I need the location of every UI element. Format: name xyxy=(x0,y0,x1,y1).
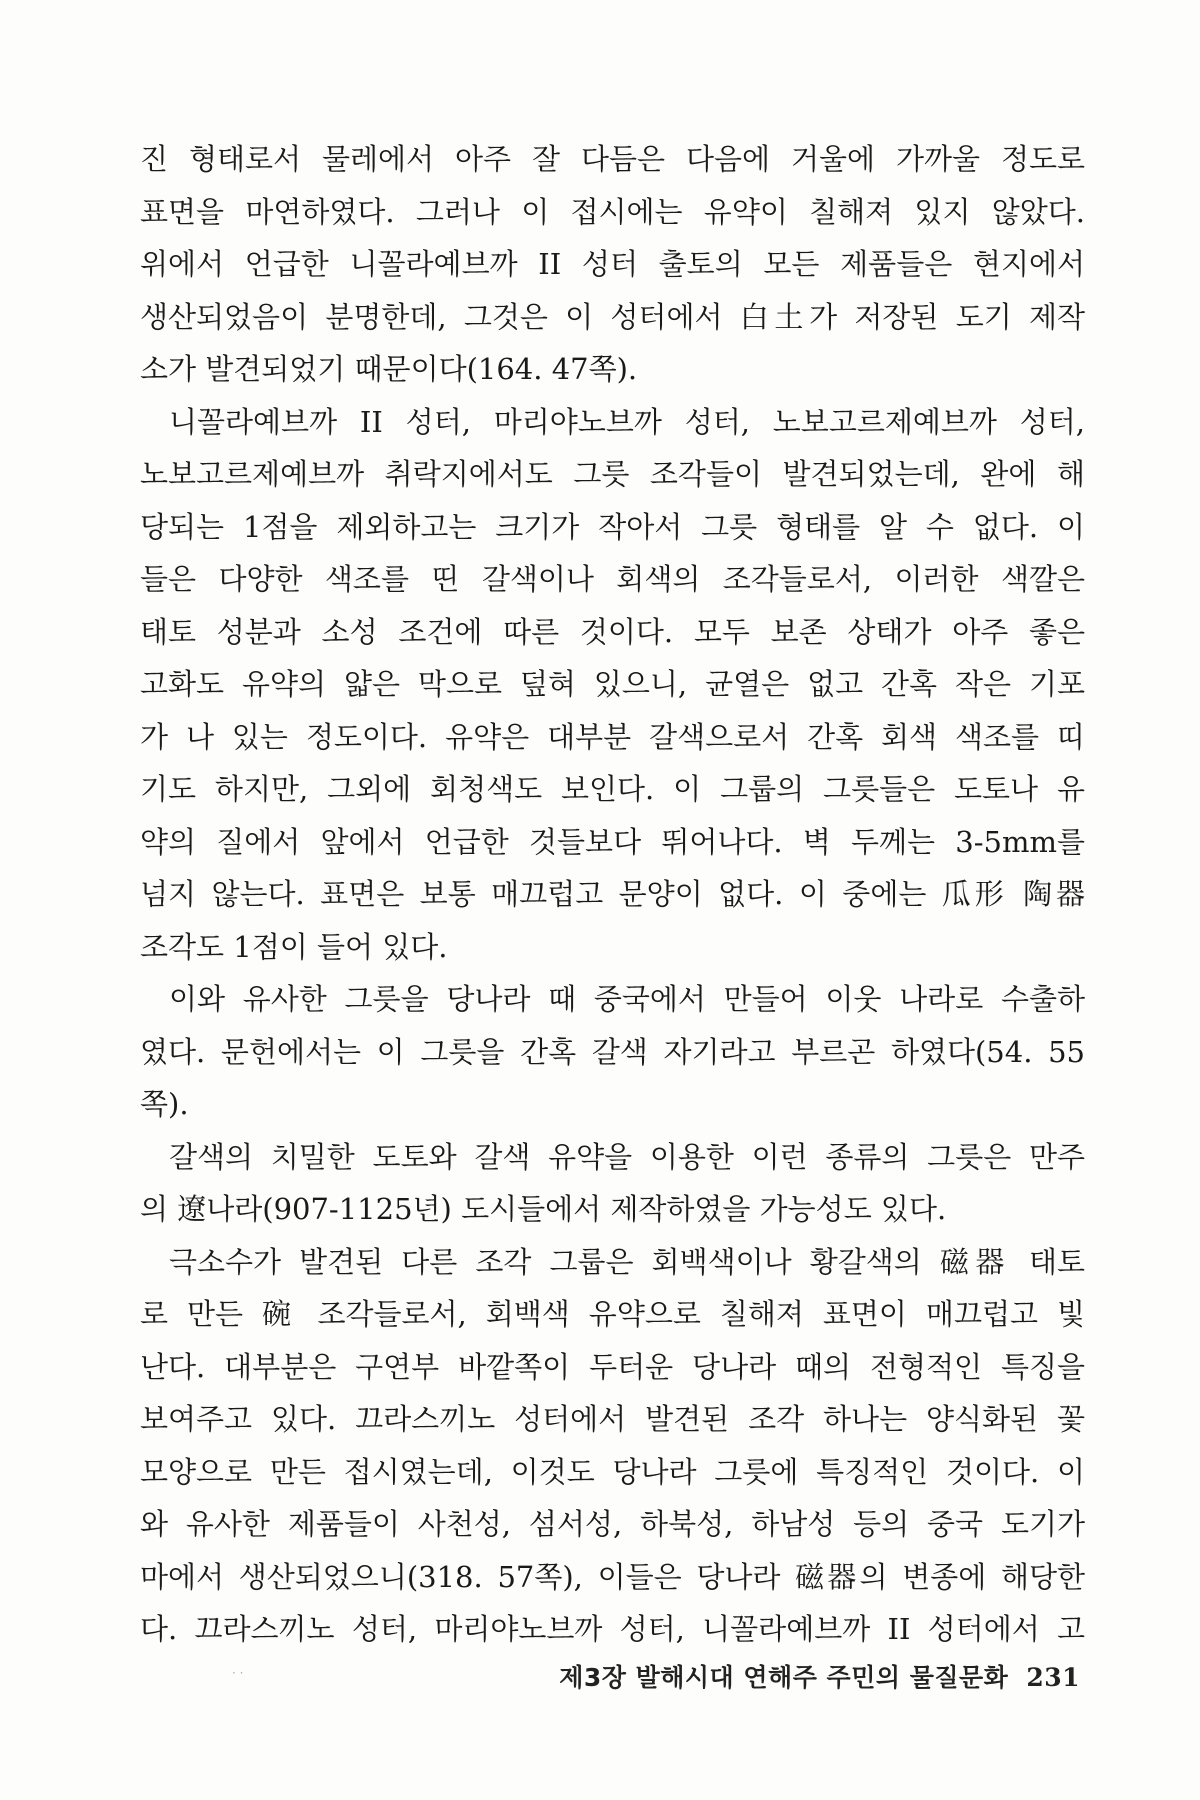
paragraph-4 xyxy=(140,1131,1085,1236)
text-line: 극소수가 발견된 다른 조각 그룹은 회백색이나 황갈색의 磁器 태토 xyxy=(169,1244,1085,1279)
page-number: 231 xyxy=(1026,1663,1080,1692)
text-line: 생산되었음이 분명한데, 그것은 이 성터에서 白土가 저장된 도기 제작 xyxy=(140,299,1085,334)
paragraph-3 xyxy=(140,973,1085,1131)
text-line: 로 만든 碗 조각들로서, 회백색 유약으로 칠해져 표면이 매끄럽고 빛 xyxy=(140,1297,1085,1331)
text-line: 모양으로 만든 접시였는데, 이것도 당나라 그릇에 특징적인 것이다. 이 xyxy=(140,1454,1085,1489)
paragraph-1 xyxy=(140,133,1085,396)
text-line: 당되는 1점을 제외하고는 크기가 작아서 그릇 형태를 알 수 없다. 이 xyxy=(140,509,1085,544)
text-line: 조각도 1점이 들어 있다. xyxy=(140,929,448,964)
paragraph-5 xyxy=(140,1236,1085,1656)
text-line: 의 遼나라(907-1125년) 도시들에서 제작하였을 가능성도 있다. xyxy=(140,1192,947,1226)
running-footer xyxy=(559,1658,1080,1694)
body-text xyxy=(140,133,1085,1656)
text-line: 진 형태로서 물레에서 아주 잘 다듬은 다음에 거울에 가까울 정도로 xyxy=(140,142,1085,176)
text-line: 난다. 대부분은 구연부 바깥쪽이 두터운 당나라 때의 전형적인 특징을 xyxy=(140,1349,1085,1384)
text-line: 니꼴라예브까 II 성터, 마리야노브까 성터, 노보고르제예브까 성터, xyxy=(169,404,1085,439)
text-line: 쪽). xyxy=(140,1087,189,1121)
text-line: 약의 질에서 앞에서 언급한 것들보다 뛰어나다. 벽 두께는 3-5mm를 xyxy=(140,824,1085,859)
text-line: 고화도 유약의 얇은 막으로 덮혀 있으니, 균열은 없고 간혹 작은 기포 xyxy=(140,667,1085,701)
text-line: 태토 성분과 소성 조건에 따른 것이다. 모두 보존 상태가 아주 좋은 xyxy=(140,614,1085,649)
text-line: 갈색의 치밀한 도토와 갈색 유약을 이용한 이런 종류의 그릇은 만주 xyxy=(169,1139,1085,1174)
text-line: 가 나 있는 정도이다. 유약은 대부분 갈색으로서 간혹 회색 색조를 띠 xyxy=(140,719,1085,754)
text-line: 위에서 언급한 니꼴라예브까 II 성터 출토의 모든 제품들은 현지에서 xyxy=(140,247,1085,281)
text-line: 넘지 않는다. 표면은 보통 매끄럽고 문양이 없다. 이 중에는 瓜形 陶器 xyxy=(140,877,1085,911)
text-line: 들은 다양한 색조를 띤 갈색이나 회색의 조각들로서, 이러한 색깔은 xyxy=(140,562,1085,596)
text-line: 와 유사한 제품들이 사천성, 섬서성, 하북성, 하남성 등의 중국 도기가 xyxy=(140,1507,1085,1541)
paragraph-2 xyxy=(140,396,1085,974)
text-line: 표면을 마연하였다. 그러나 이 접시에는 유약이 칠해져 있지 않았다. xyxy=(140,194,1085,229)
text-line: 이와 유사한 그릇을 당나라 때 중국에서 만들어 이웃 나라로 수출하 xyxy=(169,982,1085,1016)
text-line: 노보고르제예브까 취락지에서도 그릇 조각들이 발견되었는데, 완에 해 xyxy=(140,457,1085,491)
text-line: 마에서 생산되었으니(318. 57쪽), 이들은 당나라 磁器의 변종에 해당한 xyxy=(140,1559,1085,1594)
scan-speck: · · xyxy=(232,1666,244,1680)
text-line: 소가 발견되었기 때문이다(164. 47쪽). xyxy=(140,352,638,386)
text-line: 다. 끄라스끼노 성터, 마리야노브까 성터, 니꼴라예브까 II 성터에서 고 xyxy=(140,1612,1085,1646)
text-line: 기도 하지만, 그외에 회청색도 보인다. 이 그룹의 그릇들은 도토나 유 xyxy=(140,772,1085,806)
chapter-title: 제3장 발해시대 연해주 주민의 물질문화 xyxy=(559,1663,1009,1692)
text-line: 였다. 문헌에서는 이 그릇을 간혹 갈색 자기라고 부르곤 하였다(54. 55 xyxy=(140,1034,1085,1069)
text-line: 보여주고 있다. 끄라스끼노 성터에서 발견된 조각 하나는 양식화된 꽃 xyxy=(140,1402,1085,1436)
